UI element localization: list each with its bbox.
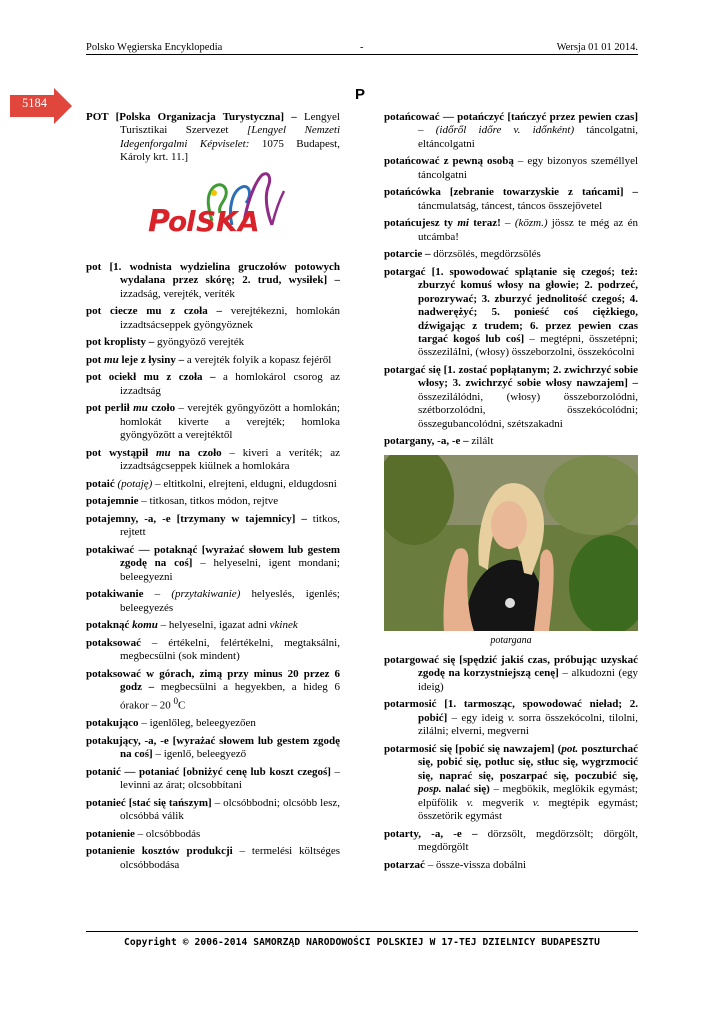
entry-definition: megtépik egymást; összetörik egymást [418, 796, 638, 822]
entry-headword: potajemny, -a, -e [trzymany w tajemnicy] – [86, 513, 307, 525]
entry-definition: – olcsóbbodás [134, 827, 201, 840]
entry-headword: na czoło [170, 446, 222, 459]
entry-headword: potańcówka [zebranie towarzyskie z tańcami] – [384, 186, 638, 199]
dictionary-entry [384, 248, 638, 261]
entry-headword: pot wystąpił [86, 446, 156, 459]
dictionary-entry [86, 371, 340, 398]
entry-definition: verejtékezni, homlokán izzadtsácseppek gyöngyöznek [120, 305, 340, 331]
entry-definition: – helyeselni, igent mondani; beleegyezni [120, 557, 340, 583]
entry-definition: – kiveri a veríték; az izzadtságcseppek kiülnek a homlokára [120, 446, 340, 473]
entry-headword: potaić [86, 477, 115, 490]
entry-definition: megbecsülni a hegyekben, a hideg 6 órakor – 20 [120, 681, 340, 712]
entry-definition: – levinni az árat; olcsobbítani [120, 765, 341, 792]
dictionary-entry [86, 305, 340, 332]
entry-definition: – megtépni, összetépni; összeziláIni, (włosy) összeborzolni, összekócolni [418, 333, 638, 359]
entry-headword: pot perlił [86, 402, 134, 415]
dictionary-entry [86, 513, 340, 540]
entry-definition: – értékelni, felértékelni, megtaksálni, megbecsülni (sok mindent) [120, 637, 340, 663]
entry-headword: potanienie [86, 827, 135, 840]
entry-headword: potanienie kosztów produkcji [86, 845, 233, 858]
photo-caption: potargana [490, 634, 532, 646]
entry-definition: (potaję) [117, 477, 153, 490]
dictionary-entry [86, 668, 340, 713]
dictionary-entry [384, 364, 638, 431]
entry-definition: – alkudozni (egy ideig) [418, 667, 638, 693]
entry-definition: a verejték folyik a kopasz fejéről [184, 353, 332, 366]
entry-definition: (közm.) [514, 217, 548, 230]
entry-headword: pot kroplisty – [86, 336, 155, 349]
entry-definition: – össze-vissza dobálni [424, 858, 527, 871]
dictionary-entry [86, 402, 340, 442]
dictionary-entry [384, 828, 638, 855]
entry-headword: potargać [1. spowodować splątanie się czegoś; też: zburzyć komuś włosy na głowie; 2. podrzeć, porozrywać; 3. zburzyć jednolitość czegoś; 4. nadwerężyć; 5. ponieść coś ciężkiego, dźwigając z trudem; 6. przez pewien czas targać kogoś lub coś] [384, 266, 638, 346]
entry-headword: POT [Polska Organizacja Turystyczna] – [86, 111, 297, 123]
entry-headword: mi [457, 217, 469, 230]
entry-headword: potargować się [spędzić jakiś czas, próbując uzyskać zgodę na korzystniejszą cenę] [384, 654, 638, 680]
dictionary-entry [86, 845, 340, 872]
section-letter: P [355, 86, 366, 103]
polska-logo-graphic [86, 169, 340, 247]
entry-definition: v. [466, 796, 474, 809]
entry-headword: potarty, -a, -e – [384, 827, 478, 840]
entry-definition: C [178, 699, 186, 712]
photo-image [384, 455, 638, 631]
dictionary-entry [86, 766, 340, 793]
header-title: Polsko Węgierska Encyklopedia [86, 42, 223, 53]
dictionary-entry [384, 435, 638, 448]
entry-definition: – eltitkolni, elrejteni, eldugni, eldugdosni [152, 477, 337, 490]
entry-definition: megverik [473, 796, 533, 809]
entry-headword: posp. [418, 783, 442, 796]
entry-definition: [Lengyel Nemzeti Idegenforgalmi Képviselet: [120, 124, 341, 150]
dictionary-entry [384, 266, 638, 360]
svg-text:o: o [168, 204, 188, 238]
entry-headword: leje z łysiny – [118, 353, 185, 366]
entry-definition: jössz te még az én utcámba! [418, 217, 638, 243]
entry-definition: – olcsóbbodni; olcsóbb lesz, olcsóbbá válik [120, 796, 340, 823]
entry-definition: vkinek [269, 619, 298, 632]
entry-headword: mu [104, 353, 119, 366]
entry-definition: v. [532, 796, 540, 809]
page-number-tab [10, 88, 72, 124]
entry-headword: potańcować — potańczyć [tańczyć przez pewien czas] [384, 111, 638, 123]
dictionary-entry [86, 828, 340, 841]
entry-headword: potarmosić się [pobić się nawzajem] ( [384, 742, 562, 755]
entry-headword: potaknąć [86, 619, 133, 632]
entry-definition: – [500, 217, 515, 230]
entry-headword: potarmosić [1. tarmosząc, spowodować nieład; 2. pobić] [384, 698, 638, 724]
entry-definition: – [418, 124, 436, 137]
entry-headword: pot ociekł mu z czoła – [86, 371, 216, 384]
entry-headword: potańcować z pewną osobą [384, 155, 514, 168]
footer-rule [86, 931, 638, 932]
entry-definition: – termelési költséges olcsóbbodása [120, 845, 340, 871]
dictionary-entry [86, 261, 340, 301]
entry-definition: 1075 Budapest, Károly krt. 11.] [120, 137, 340, 164]
entry-headword: potajemnie [86, 495, 139, 508]
entry-definition: titkos, rejtett [120, 513, 340, 539]
svg-text:A: A [238, 204, 260, 238]
entry-definition: – verejték gyöngyözött a homlokán; homlokát kiverte a verejték; homloka gyöngyözött a verejtéktől [120, 402, 340, 442]
entry-headword: komu [132, 619, 158, 632]
entry-definition: – [143, 588, 172, 601]
svg-text:K: K [216, 204, 238, 238]
svg-text:S: S [196, 204, 217, 238]
entry-definition: izzadság, verejték, veríték [120, 287, 235, 300]
right-column [384, 111, 638, 876]
polska-logo [86, 169, 340, 247]
entry-definition: dörzsölés, megdörzsölés [430, 248, 541, 261]
entry-definition: (időről időre v. időnként) [435, 124, 575, 137]
entry-headword: potaksować [86, 637, 142, 649]
dictionary-entry [86, 544, 340, 584]
entry-definition: dörzsölt, megdörzsölt; dörgölt, megdörgölt [418, 827, 638, 853]
entry-headword: mu [133, 402, 148, 415]
entry-headword: pot [86, 353, 105, 366]
photo-potargana [384, 455, 638, 631]
entry-headword: potarcie – [384, 248, 431, 261]
dictionary-entry [86, 478, 340, 491]
entry-headword: potargany, -a, -e – [384, 435, 469, 448]
entry-headword: pot ciecze mu z czoła – [86, 305, 222, 318]
dictionary-entry [86, 717, 340, 730]
dictionary-entry [384, 155, 638, 182]
svg-text:l: l [186, 204, 196, 238]
entry-definition: – egy bizonyos személlyel táncolgatni [418, 155, 639, 181]
entry-headword: pot. [561, 742, 579, 755]
entry-definition: gyöngyöző verejték [154, 336, 245, 349]
entry-headword: poszturchać się, pobić się, potłuc się, stłuc się, wygrzmocić się, naprać się, poszarpać się, poczubić się, [418, 742, 638, 782]
entry-headword: potarzać [384, 858, 425, 871]
entry-headword: potargać się [1. zostać popłątanym; 2. zwichrzyć sobie włosy; 3. zwichrzyć sobie włosy nawzajem] – [384, 364, 638, 390]
header-version: Wersja 01 01 2014. [556, 42, 638, 53]
dictionary-entry [86, 495, 340, 508]
dictionary-entry [86, 354, 340, 367]
entry-definition: sorra összekócolni, tilolni, zilálni; elverni, megverni [418, 711, 638, 738]
dictionary-entry [86, 111, 340, 165]
dictionary-entry [86, 735, 340, 762]
dictionary-entry [384, 186, 638, 213]
entry-headword: pot [1. wodnista wydzielina gruczołów potowych wydalana przez skórę; 2. trud, wysiłek] – [86, 260, 340, 287]
dictionary-entry [384, 111, 638, 151]
entry-headword: potakiwanie [86, 588, 144, 601]
entry-definition: – titkosan, titkos módon, rejtve [138, 495, 279, 508]
entry-definition: összezilálódni, (włosy) összeborzolódni, szétborzolódni, összekócolódni; összegubancolódni, szétszakadni [418, 390, 638, 430]
dictionary-entry [86, 588, 340, 615]
entry-definition: v. [507, 711, 515, 724]
entry-definition: helyeslés, igenlés; beleegyezés [120, 588, 340, 614]
dictionary-entry [86, 447, 340, 474]
dictionary-entry [384, 217, 638, 244]
header-rule [86, 54, 638, 55]
entry-definition: – helyeselni, igazat adni [157, 619, 270, 632]
entry-headword: mu [155, 446, 171, 459]
dictionary-entry [86, 797, 340, 824]
entry-headword: czoło [147, 402, 176, 415]
entry-definition: a homlokárol csorog az izzadtság [120, 371, 341, 397]
dictionary-entry [86, 637, 340, 664]
entry-headword: potańcujesz ty [384, 217, 458, 230]
dictionary-entry [86, 336, 340, 349]
entry-definition: – megbökik, meglökik egymást; elpüfölik [418, 783, 638, 809]
entry-headword: potakująco [86, 717, 139, 730]
entry-headword: teraz! [468, 217, 501, 230]
entry-headword: potakujący, -a, -e [wyrażać słowem lub gestem zgodę na coś] [86, 734, 340, 761]
entry-definition: – igenlő, beleegyező [152, 748, 247, 761]
entry-headword: potaksować w górach, zimą przy minus 20 przez 6 godz – [86, 668, 340, 694]
dictionary-entry [86, 619, 340, 632]
dictionary-entry [384, 698, 638, 738]
svg-text:P: P [148, 203, 170, 239]
entry-definition: (przytakiwanie) [171, 588, 241, 601]
entry-definition: zilált [468, 435, 494, 448]
entry-definition: táncmulatság, táncest, táncos összejövetel [418, 199, 603, 212]
left-column [86, 111, 340, 876]
entry-headword: potakiwać — potaknąć [wyrażać słowem lub gestem zgodę na coś] [86, 544, 340, 570]
entry-definition: – egy ideig [447, 711, 508, 724]
entry-headword: potanić — potaniać [obniżyć cenę lub koszt czegoś] [86, 765, 331, 778]
dictionary-entry [384, 859, 638, 872]
footer-copyright: Copyright © 2006-2014 SAMORZĄD NARODOWOŚCI POLSKIEJ W 17-TEJ DZIELNICY BUDAPESZTU [124, 937, 600, 948]
entry-definition: táncolgatni, eltáncolgatni [418, 124, 639, 150]
entry-headword: potanieć [stać się tańszym] [86, 796, 212, 809]
entry-definition: 0 [173, 695, 179, 706]
page-number: 5184 [22, 96, 47, 110]
entry-definition: Lengyel Turisztikai Szervezet [120, 111, 340, 137]
header-separator: - [360, 42, 364, 53]
entry-headword: nalać się) [441, 783, 490, 796]
entry-definition: – igenlőleg, beleegyezően [138, 717, 256, 730]
dictionary-entry [384, 654, 638, 694]
dictionary-entry [384, 743, 638, 823]
